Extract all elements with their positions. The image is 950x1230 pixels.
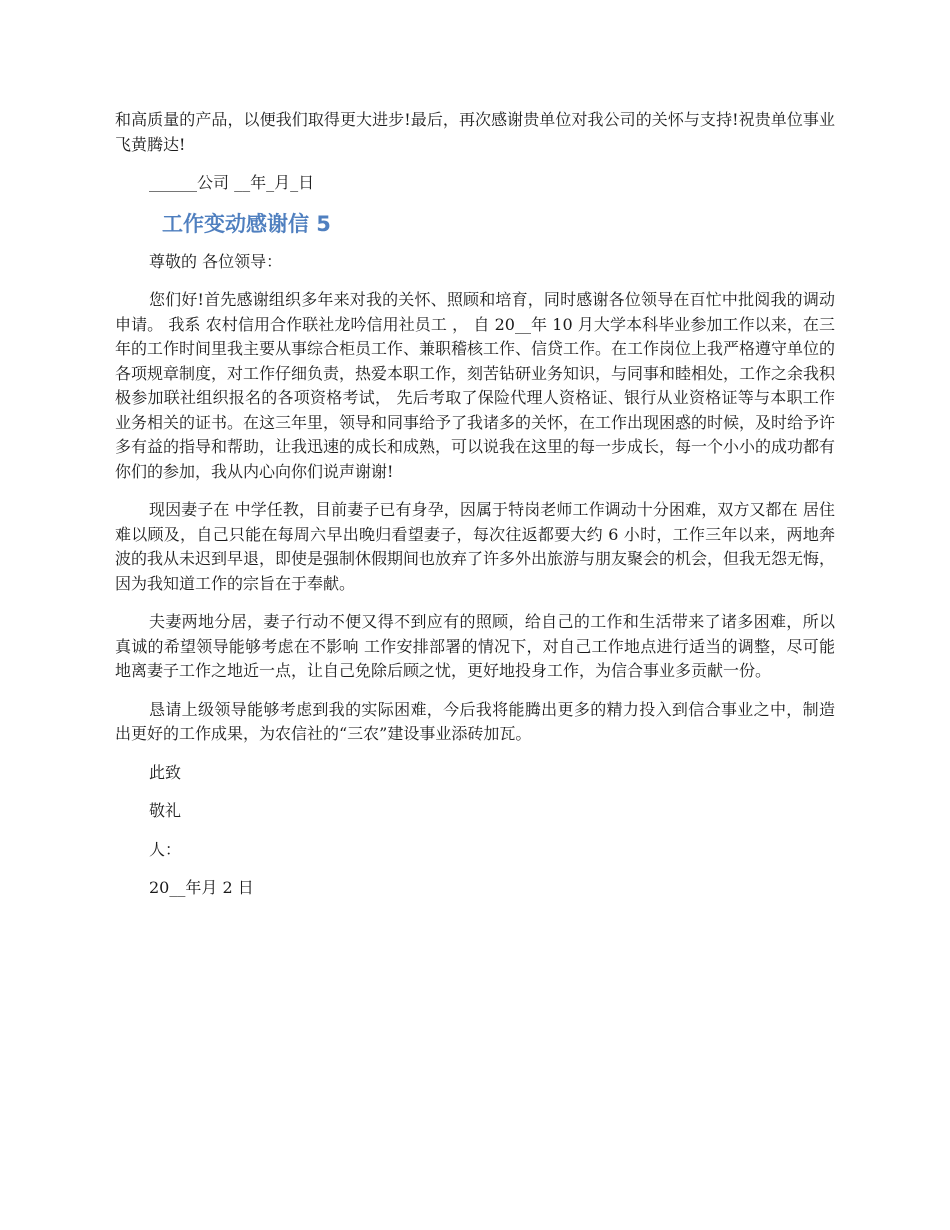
body-paragraph-1: 您们好!首先感谢组织多年来对我的关怀、照顾和培育，同时感谢各位领导在百忙中批阅我的调动申请。 我系 农村信用合作联社龙吟信用社员工 ， 自 20__年 10 月大学本科毕业参加工作以来，在三年的工作时间里我主要从事综合柜员工作、兼职稽核工作、信贷工作。在工作岗位上我严格遵守单位的各项规章制度，对工作仔细负责，热爱本职工作，刻苦钻研业务知识，与同事和睦相处，工作之余我积极参加联社组织报名的各项资格考试， 先后考取了保险代理人资格证、银行从业资格证等与本职工作业务相关的证书。在这三年里，领导和同事给予了我诸多的关怀，在工作出现困惑的时候，及时给予许多有益的指导和帮助，让我迅速的成长和成熟，可以说我在这里的每一步成长，每一个小小的成功都有你们的参加，我从内心向你们说声谢谢! [115,290,836,481]
section-title: 工作变动感谢信 5 [162,211,331,236]
closing-salute: 敬礼 [149,801,182,820]
body-paragraph-3: 夫妻两地分居，妻子行动不便又得不到应有的照顾，给自己的工作和生活带来了诸多困难，所以真诚的希望领导能够考虑在不影响 工作安排部署的情况下，对自己工作地点进行适当的调整，尽可能地离妻子工作之地近一点，让自己免除后顾之忧，更好地投身工作，为信合事业多贡献一份。 [115,612,835,680]
signature-line: 人： [149,839,182,859]
company-date-line: ______公司 __年_月_日 [149,173,315,192]
body-paragraph-4: 恳请上级领导能够考虑到我的实际困难，今后我将能腾出更多的精力投入到信合事业之中，制造出更好的工作成果，为农信社的“三农”建设事业添砖加瓦。 [115,699,835,743]
body-paragraph-2: 现因妻子在 中学任教，目前妻子已有身孕，因属于特岗老师工作调动十分困难，双方又都在 居住难以顾及，自己只能在每周六早出晚归看望妻子，每次往返都要大约 6 小时，工作三年以来，两地奔波的我从未迟到早退，即使是强制休假期间也放弃了许多外出旅游与朋友聚会的机会，但我无怨无悔，因为我知道工作的宗旨在于奉献。 [115,500,836,593]
intro-paragraph: 和高质量的产品，以便我们取得更大进步!最后，再次感谢贵单位对我公司的关怀与支持!祝贵单位事业飞黄腾达! [115,110,835,154]
date-line: 20__年月 2 日 [149,878,254,897]
document-body [115,108,835,915]
salutation: 尊敬的 各位领导： [149,251,283,271]
closing-greeting: 此致 [149,762,182,782]
